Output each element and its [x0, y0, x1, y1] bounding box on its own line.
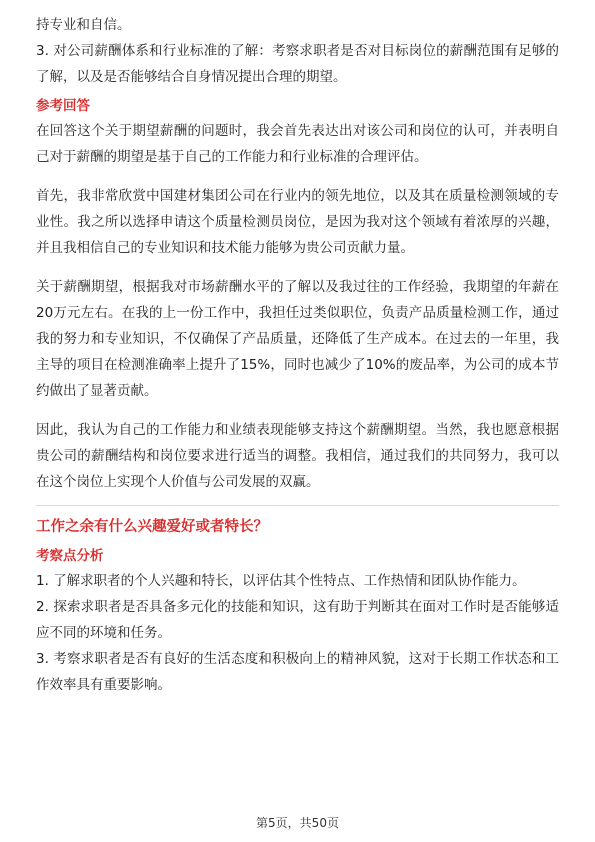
answer-paragraph-4: 因此，我认为自己的工作能力和业绩表现能够支持这个薪酬期望。当然，我也愿意根据贵公司的薪酬结构和岗位要求进行适当的调整。我相信，通过我们的共同努力，我可以在这个岗位上实现个人价值与公司发展的双赢。: [36, 422, 559, 490]
analysis-item-2: 2. 探索求职者是否具备多元化的技能和知识，这有助于判断其在面对工作时是否能够适应不同的环境和任务。: [36, 599, 559, 641]
answer-paragraph-2: 首先，我非常欣赏中国建材集团公司在行业内的领先地位，以及其在质量检测领域的专业性。我之所以选择申请这个质量检测员岗位，是因为我对这个领域有着浓厚的兴趣，并且我相信自己的专业知识和技术能力能够为贵公司贡献力量。: [36, 188, 559, 256]
answer-paragraph-1: 在回答这个关于期望薪酬的问题时，我会首先表达出对该公司和岗位的认可，并表明自己对于薪酬的期望是基于自己的工作能力和行业标准的合理评估。: [36, 123, 559, 165]
section-divider: [36, 505, 559, 506]
text-line: 持专业和自信。: [36, 17, 131, 33]
question-heading: 工作之余有什么兴趣爱好或者特长？: [36, 519, 268, 535]
answer-paragraph-3: 关于薪酬期望，根据我对市场薪酬水平的了解以及我过往的工作经验，我期望的年薪在20万元左右。在我的上一份工作中，我担任过类似职位，负责产品质量检测工作，通过我的努力和专业知识，不仅确保了产品质量，还降低了生产成本。在过去的一年里，我主导的项目在检测准确率上提升了15%，同时也减少了10%的废品率，为公司的成本节约做出了显著贡献。: [36, 279, 559, 399]
page-footer: 第5页，共50页: [256, 816, 339, 830]
answer-label: 参考回答: [36, 98, 90, 114]
analysis-label: 考察点分析: [36, 548, 104, 564]
analysis-item-3: 3. 考察求职者是否有良好的生活态度和积极向上的精神风貌，这对于长期工作状态和工作效率具有重要影响。: [36, 651, 559, 693]
analysis-item-1: 1. 了解求职者的个人兴趣和特长，以评估其个性特点、工作热情和团队协作能力。: [36, 573, 526, 589]
document-page: [36, 12, 559, 698]
criterion-item-3: 3. 对公司薪酬体系和行业标准的了解：考察求职者是否对目标岗位的薪酬范围有足够的了解，以及是否能够结合自身情况提出合理的期望。: [36, 43, 559, 85]
